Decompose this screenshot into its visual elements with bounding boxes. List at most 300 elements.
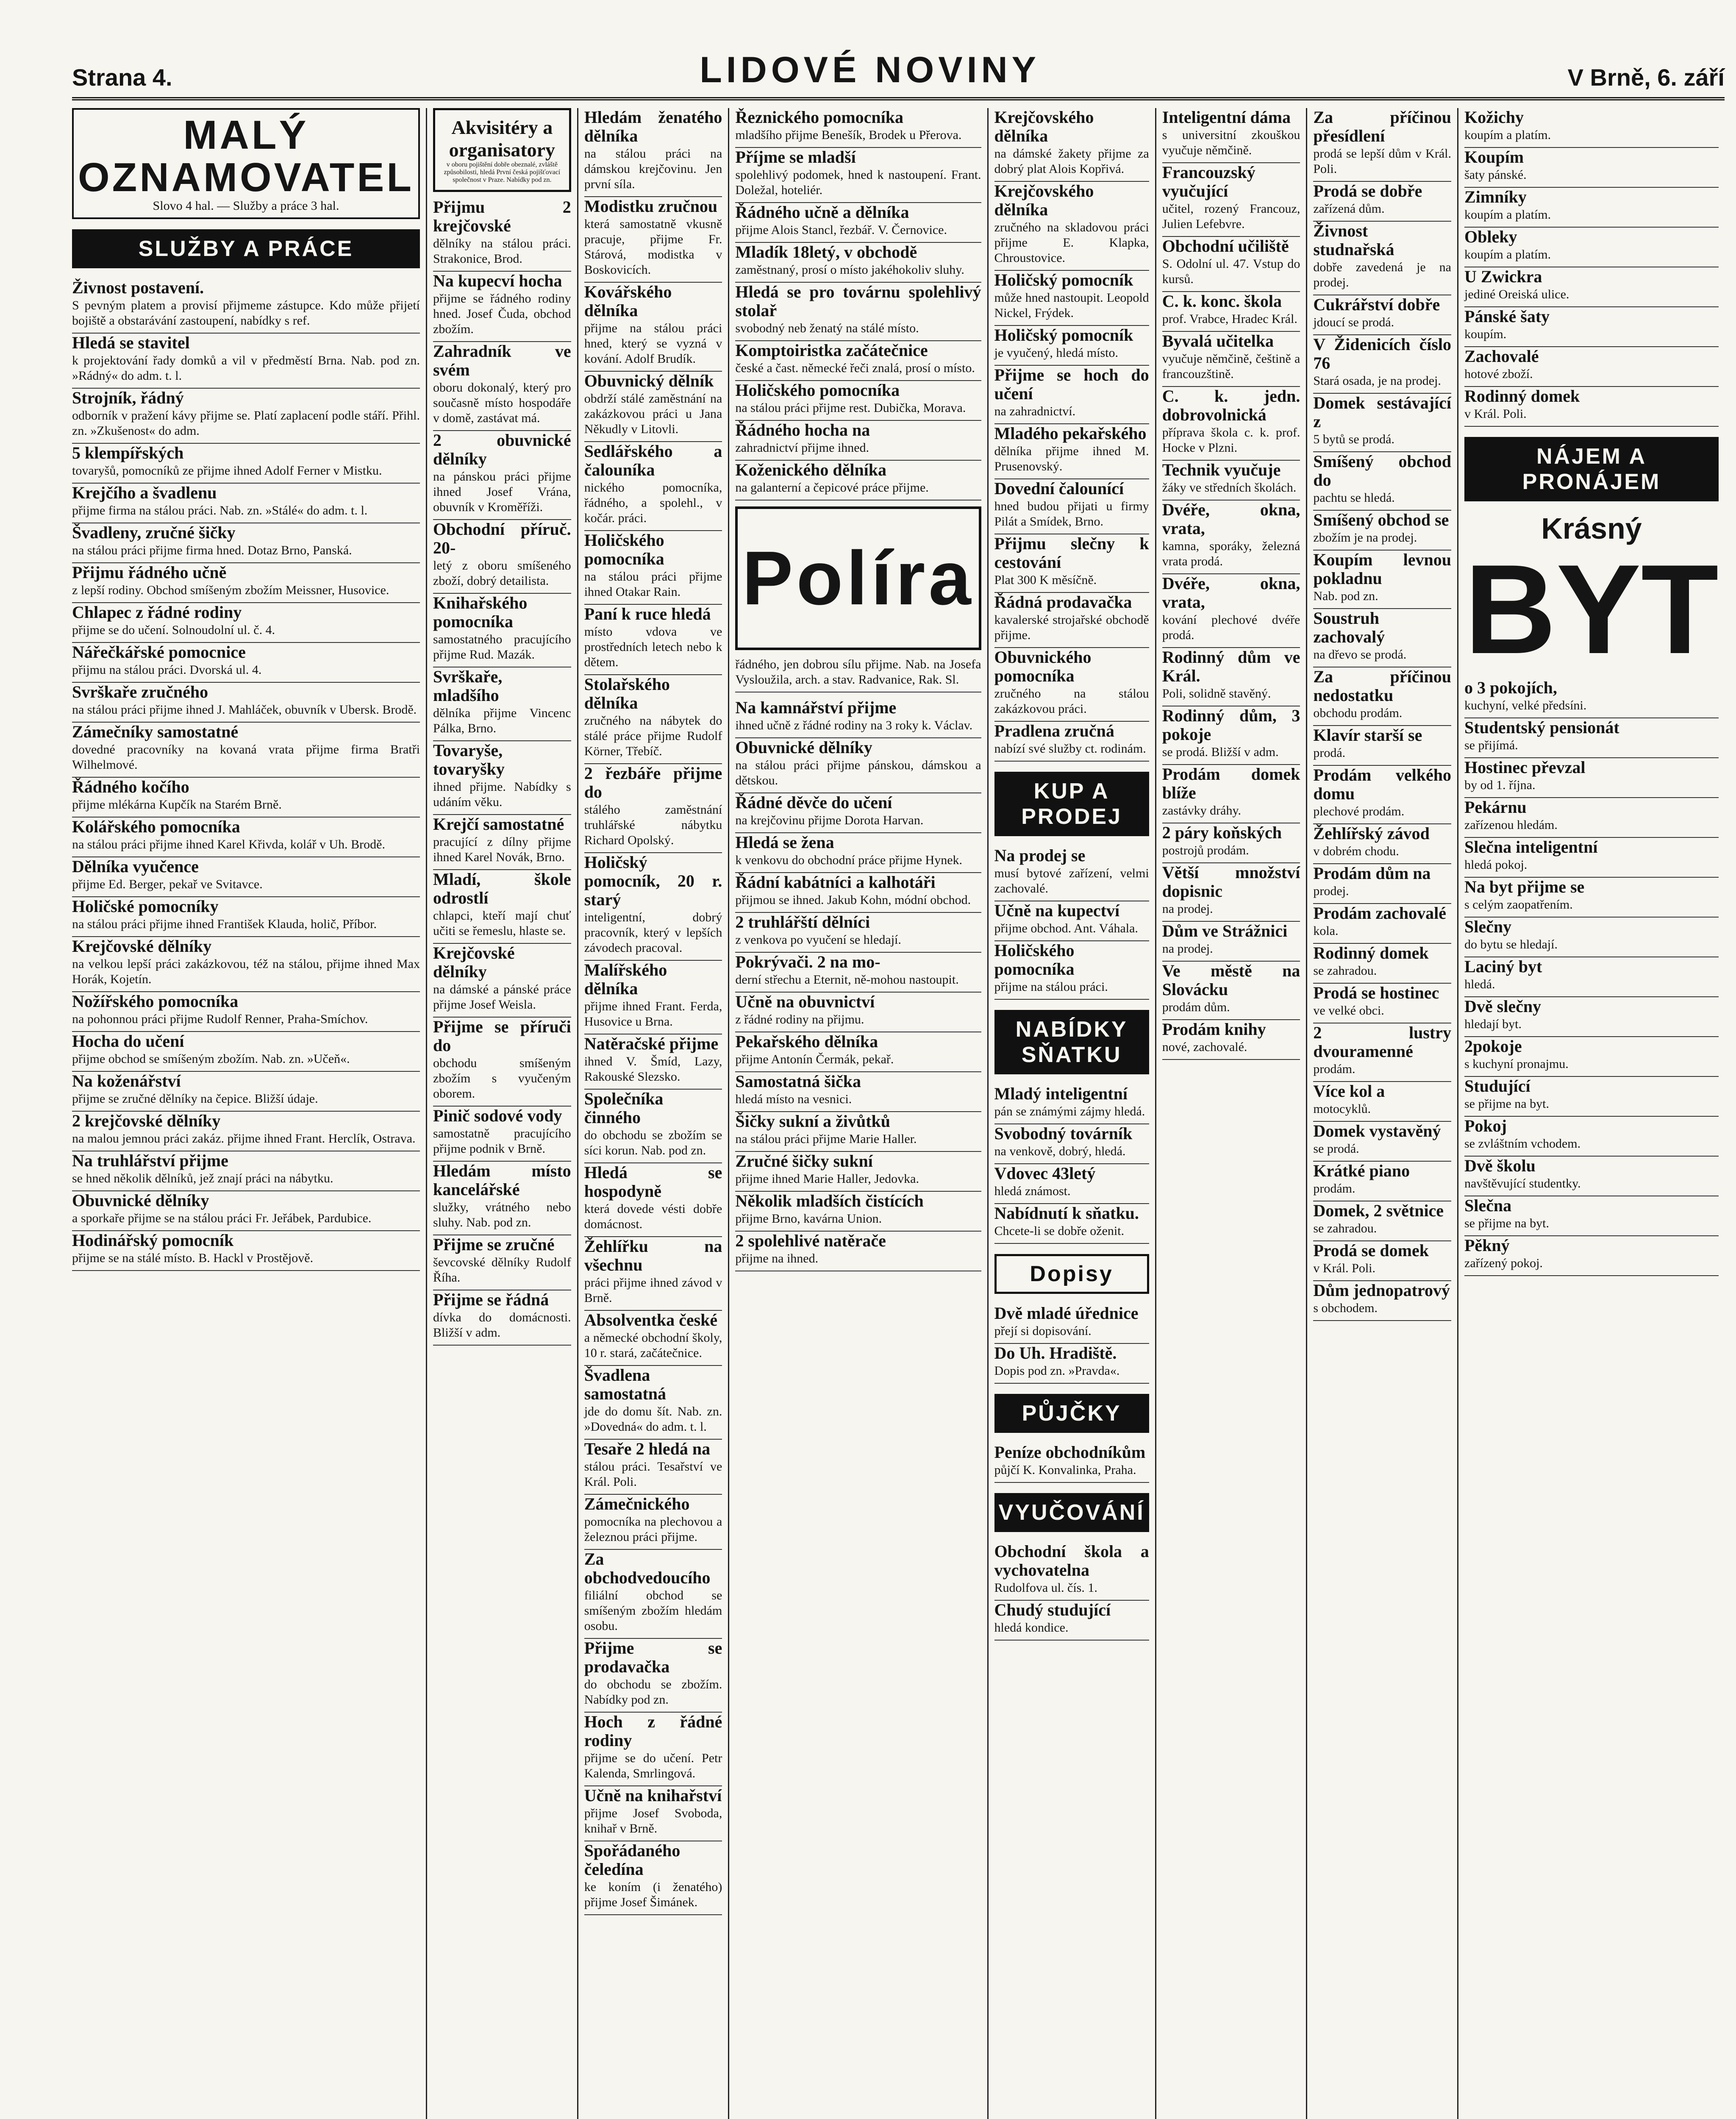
classified-ad — [584, 1713, 722, 1786]
classified-ad — [584, 1237, 722, 1311]
classified-ad — [584, 372, 722, 442]
classified-ad — [1313, 766, 1451, 824]
ad-text: jdoucí se prodá. — [1313, 315, 1394, 329]
ad-heading: Pinič sodové vody — [433, 1106, 562, 1125]
ad-text: letý z oboru smíšeného zboží, dobrý detailista. — [433, 559, 571, 588]
ad-heading: Švadleny, zručné šičky — [72, 523, 236, 542]
ad-text: na zahradnictví. — [994, 404, 1076, 418]
classified-ad — [1162, 765, 1300, 823]
ad-heading: Holičského pomocníka — [994, 941, 1075, 979]
ad-text: přijme mlékárna Kupčík na Starém Brně. — [72, 798, 282, 812]
classified-ad — [1464, 1037, 1719, 1077]
classified-ad — [1313, 394, 1451, 452]
ad-text: přijme obchod. Ant. Váhala. — [994, 921, 1138, 935]
ad-heading: Domek, 2 světnice — [1313, 1201, 1444, 1220]
ad-text: vyučuje němčině, češtině a francouzštině. — [1162, 352, 1300, 381]
ad-heading: Rodinný dům, 3 pokoje — [1162, 706, 1300, 744]
column-8 — [1457, 108, 1725, 2119]
ad-text: ihned V. Šmíd, Lazy, Rakouské Slezsko. — [584, 1054, 722, 1084]
ad-text: na malou jemnou práci zakáz. přijme ihned Frant. Herclík, Ostrava. — [72, 1132, 416, 1146]
ad-text: Stará osada, je na prodej. — [1313, 374, 1441, 388]
classified-ad — [72, 563, 420, 603]
classified-ad — [1162, 461, 1300, 501]
ad-text: se prodá. — [1313, 1142, 1359, 1156]
ad-text: s celým zaopatřením. — [1464, 898, 1573, 912]
ad-text: na galanterní a čepicové práce přijme. — [735, 481, 929, 495]
classified-ad — [433, 667, 571, 741]
ad-text: přijme obchod se smíšeným zbožím. Nab. zn. »Učeň«. — [72, 1052, 350, 1066]
ad-list — [994, 1443, 1149, 1483]
classified-ad — [735, 283, 981, 341]
ad-heading: U Zwickra — [1464, 267, 1542, 286]
ad-text: obdrží stálé zaměstnání na zakázkovou práci u Jana Někudly v Litovli. — [584, 392, 722, 436]
classified-ad — [1464, 957, 1719, 997]
classified-ad — [1464, 148, 1719, 188]
ad-heading: Společníka činného — [584, 1089, 664, 1127]
ad-text: dělníka přijme Vincenc Pálka, Brno. — [433, 706, 571, 735]
polira-word: Políra — [742, 536, 975, 621]
classified-ad — [1162, 574, 1300, 648]
classified-ad — [433, 520, 571, 594]
ad-heading: Mladík 18letý, v obchodě — [735, 242, 917, 261]
classified-ad — [1464, 267, 1719, 307]
ad-heading: Hodinářský pomocník — [72, 1231, 234, 1250]
ad-list — [584, 108, 722, 1915]
ad-list — [1464, 679, 1719, 1276]
ad-heading: Vdovec 43letý — [994, 1164, 1096, 1183]
ad-text: přijme na stálou práci. — [994, 980, 1108, 994]
ad-heading: Přijmu 2 krejčovské — [433, 197, 571, 235]
ad-heading: Řádní kabátníci a kalhotáři — [735, 873, 936, 892]
ad-heading: Prodám velkého domu — [1313, 765, 1451, 803]
classified-ad — [584, 531, 722, 605]
ad-text: kamna, sporáky, železná vrata prodá. — [1162, 539, 1300, 568]
ad-text: je vyučený, hledá místo. — [994, 346, 1118, 360]
ad-heading: Zimníky — [1464, 187, 1527, 206]
classified-ad — [735, 738, 981, 793]
ad-text: učitel, rozený Francouz, Julien Lefebvre. — [1162, 202, 1300, 231]
ad-heading: Na prodej se — [994, 846, 1086, 865]
ad-list — [1162, 108, 1300, 1060]
classified-ad — [994, 1443, 1149, 1483]
byt-adjective: Krásný — [1541, 512, 1642, 545]
ad-heading: 2 obuvnické dělníky — [433, 431, 571, 468]
classified-ad — [433, 870, 571, 944]
ad-text: obchodu prodám. — [1313, 706, 1403, 720]
ad-text: oboru dokonalý, který pro současně místo hospodáře v domě, zastávat má. — [433, 381, 571, 425]
ad-heading: Domek sestávající z — [1313, 393, 1451, 431]
ad-heading: Krejčovské dělníky — [433, 943, 515, 981]
ad-text: kavalerské strojařské obchodě přijme. — [994, 613, 1149, 642]
classified-ad — [1313, 1201, 1451, 1241]
ad-heading: Živnost studnařská — [1313, 221, 1394, 259]
classified-ad — [735, 913, 981, 953]
ad-heading: 2pokoje — [1464, 1037, 1522, 1056]
classified-ad — [584, 1841, 722, 1915]
ad-text: Poli, solidně stavěný. — [1162, 687, 1271, 701]
ad-heading: Na truhlářství přijme — [72, 1151, 228, 1170]
classified-ad — [1313, 222, 1451, 295]
ad-text: na prodej. — [1162, 942, 1213, 956]
akvisitery-box-ad — [433, 108, 571, 192]
classified-ad — [584, 1495, 722, 1550]
ad-text: české a čast. německé řeči znalá, prosí o místo. — [735, 361, 975, 375]
ad-heading: 2 páry koňských — [1162, 823, 1282, 842]
classified-columns — [72, 108, 1725, 2119]
ad-text: kuchyní, velké předsíni. — [1464, 698, 1587, 712]
classified-ad — [72, 778, 420, 818]
classified-ad — [584, 1311, 722, 1366]
ad-heading: Rodinný dům ve Král. — [1162, 648, 1300, 685]
classified-ad — [1162, 237, 1300, 292]
ad-heading: Přijmu slečny k cestování — [994, 534, 1149, 572]
ad-heading: Pradlena zručná — [994, 721, 1114, 740]
ad-text: v dobrém chodu. — [1313, 844, 1399, 858]
classified-ad — [433, 431, 571, 520]
ad-heading: C. k. jedn. dobrovolnická — [1162, 387, 1300, 424]
ad-text: samostatně pracujícího přijme podnik v Brně. — [433, 1126, 571, 1156]
ad-heading: Hledá se stavitel — [72, 333, 190, 352]
ad-text: tovaryšů, pomocníků ze přijme ihned Adolf Ferner v Mistku. — [72, 464, 382, 478]
classified-ad — [1464, 228, 1719, 267]
ad-heading: Prodám domek blíže — [1162, 765, 1300, 802]
classified-ad — [994, 1344, 1149, 1384]
ad-heading: Žehlířku na všechnu — [584, 1237, 722, 1274]
ad-text: prodá. — [1313, 746, 1346, 760]
classified-ad — [1162, 108, 1300, 163]
column-3 — [577, 108, 728, 2119]
ad-text: hledá pokoj. — [1464, 858, 1528, 872]
ad-text: přijme na stálou práci hned, který se vyzná v kování. Adolf Brudík. — [584, 321, 722, 366]
classified-ad — [1313, 108, 1451, 182]
ad-list — [994, 1542, 1149, 1641]
classified-ad — [994, 479, 1149, 534]
ad-text: se prodá. Bližší v adm. — [1162, 745, 1279, 759]
ad-text: na stálou práci přijme ihned Karel Křivda, kolář v Uh. Brodě. — [72, 837, 385, 851]
ad-text: koupím a platím. — [1464, 208, 1551, 222]
ad-text: práci přijme ihned závod v Brně. — [584, 1276, 722, 1305]
ad-heading: Studující — [1464, 1076, 1530, 1096]
classified-ad — [1464, 1196, 1719, 1236]
classified-ad — [1162, 922, 1300, 962]
ad-heading: Učně na knihařství — [584, 1786, 722, 1805]
ad-heading: Řádného učně a dělníka — [735, 203, 909, 222]
classified-ad — [433, 1162, 571, 1235]
ad-text: nabízí své služby ct. rodinám. — [994, 742, 1146, 756]
classified-ad — [1313, 1122, 1451, 1162]
ad-text: přijme Alois Stancl, řezbář. V. Černovice. — [735, 223, 947, 237]
ad-heading: Hledá se pro továrnu spolehlivý stolař — [735, 282, 981, 320]
ad-heading: 2 lustry dvouramenné — [1313, 1023, 1451, 1061]
ad-heading: Na koženářství — [72, 1071, 181, 1090]
classified-ad — [1313, 335, 1451, 394]
ad-heading: Dvéře, okna, vrata, — [1162, 574, 1300, 612]
ad-list — [994, 108, 1149, 762]
ad-heading: Pokoj — [1464, 1116, 1507, 1135]
classified-ad — [994, 1601, 1149, 1641]
masthead-prices: Slovo 4 hal. — Služby a práce 3 hal. — [153, 199, 339, 213]
ad-text: přijme se do učení. Petr Kalenda, Smrlingová. — [584, 1751, 722, 1780]
ad-heading: Živnost postavení. — [72, 278, 204, 297]
ad-text: koupím. — [1464, 327, 1507, 341]
ad-heading: Mladého pekařského — [994, 424, 1147, 443]
ad-heading: Řádného hocha na — [735, 420, 870, 439]
ad-heading: Koženického dělníka — [735, 460, 887, 479]
classified-ad — [735, 1112, 981, 1152]
ad-text: chlapci, kteří mají chuť učiti se řemeslu, hlaste se. — [433, 909, 571, 938]
ad-text: přijme Ed. Berger, pekař ve Svitavce. — [72, 877, 263, 891]
ad-text: mladšího přijme Benešík, Brodek u Přerova. — [735, 128, 962, 142]
ad-heading: Obchodní příruč. 20- — [433, 520, 571, 557]
ad-heading: Obleky — [1464, 227, 1517, 246]
ad-heading: Natěračské přijme — [584, 1034, 719, 1053]
ad-text: zručného na skladovou práci přijme E. Klapka, Chroustovice. — [994, 220, 1149, 265]
column-7 — [1306, 108, 1457, 2119]
ad-text: na stálou práci přijme Marie Haller. — [735, 1132, 917, 1146]
classified-ad — [1313, 511, 1451, 551]
ad-heading: Více kol a — [1313, 1082, 1385, 1101]
byt-display-ad — [1464, 512, 1719, 680]
classified-ad — [735, 698, 981, 738]
ad-heading: Mladí, škole odrostlí — [433, 870, 571, 907]
ad-text: přijme firma na stálou práci. Nab. zn. »Stálé« do adm. t. l. — [72, 503, 368, 517]
ad-heading: Řádného kočího — [72, 777, 189, 796]
classified-ad — [1464, 878, 1719, 918]
ad-text: s obchodem. — [1313, 1301, 1378, 1315]
ad-text: plechové prodám. — [1313, 804, 1405, 818]
ad-text: s kuchyní pronajmu. — [1464, 1057, 1569, 1071]
ad-text: na dámské a pánské práce přijme Josef Weisla. — [433, 982, 571, 1012]
ad-text: z venkova po vyučení se hledají. — [735, 933, 901, 947]
ad-heading: Tesaře 2 hledá na — [584, 1439, 711, 1458]
classified-ad — [72, 334, 420, 389]
ad-heading: Zámečnického — [584, 1494, 690, 1513]
ad-text: s universitní zkouškou vyučuje němčině. — [1162, 128, 1300, 157]
classified-ad — [1464, 798, 1719, 838]
ad-heading: Pekařského dělníka — [735, 1032, 878, 1051]
ad-text: služky, vrátného nebo sluhy. Nab. pod zn. — [433, 1200, 571, 1229]
ad-text: ševcovské dělníky Rudolf Říha. — [433, 1255, 571, 1285]
ad-heading: Krejčí samostatné — [433, 815, 564, 834]
ad-text: postrojů prodám. — [1162, 843, 1249, 857]
ad-heading: Pánské šaty — [1464, 307, 1550, 326]
ad-heading: Zručné šičky sukní — [735, 1151, 873, 1171]
classified-ad — [735, 461, 981, 501]
ad-heading: Chlapec z řádné rodiny — [72, 603, 242, 622]
ad-heading: Hledám ženatého dělníka — [584, 108, 722, 145]
ad-heading: Pokrývači. 2 na mo- — [735, 952, 880, 971]
ad-text: na prodej. — [1162, 902, 1213, 916]
ad-text: ke koním (i ženatého) přijme Josef Šimánek. — [584, 1880, 722, 1909]
ad-text: zahradnictví přijme ihned. — [735, 441, 869, 455]
classified-ad — [1464, 718, 1719, 758]
ad-heading: Žehlířský závod — [1313, 824, 1430, 843]
ad-text: hledá známost. — [994, 1184, 1071, 1198]
ad-text: přijme Brno, kavárna Union. — [735, 1212, 882, 1226]
ad-text: pán se známými zájmy hledá. — [994, 1104, 1145, 1118]
classified-ad — [994, 1542, 1149, 1601]
classified-ad — [735, 793, 981, 833]
ad-heading: Přijme se příruči do — [433, 1017, 571, 1055]
ad-text: zastávky dráhy. — [1162, 804, 1242, 818]
polira-ad-text — [735, 656, 981, 692]
ad-text: na dámské žakety přijme za dobrý plat Alois Kopřivá. — [994, 147, 1149, 176]
ad-text: koupím a platím. — [1464, 128, 1551, 142]
ad-heading: Francouzský vyučující — [1162, 163, 1255, 200]
ad-text: přijme se na stálé místo. B. Hackl v Prostějově. — [72, 1251, 314, 1265]
ad-text: přijme ihned Marie Haller, Jedovka. — [735, 1172, 919, 1186]
classified-ad — [72, 937, 420, 992]
ad-text: motocyklů. — [1313, 1102, 1371, 1116]
ad-list — [1464, 108, 1719, 427]
ad-heading: Řeznického pomocníka — [735, 108, 904, 127]
section-banner-kup-prodej: KUP A PRODEJ — [994, 772, 1149, 836]
ad-text: odborník v pražení kávy přijme se. Platí zaplacení podle stáří. Přihl. zn. »Zkušenost« do adm. — [72, 409, 420, 438]
classified-ad — [433, 815, 571, 870]
section-banner-vyucovani: VYUČOVÁNÍ — [994, 1493, 1149, 1532]
ad-text: z řádné rodiny na přijmu. — [735, 1012, 864, 1026]
ad-text: zařízená dům. — [1313, 202, 1385, 216]
classified-ad — [433, 342, 571, 431]
classified-ad — [584, 605, 722, 675]
ad-heading: Spořádaného čeledína — [584, 1841, 681, 1879]
classified-ad — [994, 941, 1149, 1000]
place-date: V Brně, 6. září — [1567, 64, 1725, 91]
ad-heading: Stolařského dělníka — [584, 675, 670, 712]
classified-ad — [1313, 667, 1451, 726]
ad-text: derní střechu a Eternit, ně-mohou nastoupit. — [735, 973, 959, 987]
ad-heading: Holičský pomocník — [994, 325, 1133, 345]
classified-ad — [1162, 387, 1300, 461]
ad-heading: Dvě školu — [1464, 1156, 1536, 1175]
classified-ad — [994, 1164, 1149, 1204]
ad-text: stálou práci. Tesařství ve Král. Poli. — [584, 1460, 722, 1489]
ad-text: na pánskou práci přijme ihned Josef Vrána, obuvník v Kroměříži. — [433, 470, 571, 514]
classified-ad — [735, 993, 981, 1032]
ad-text: jediné Oreiská ulice. — [1464, 287, 1569, 301]
ad-text: přijmou se ihned. Jakub Kohn, módní obchod. — [735, 893, 971, 907]
ad-heading: Slečny — [1464, 917, 1512, 936]
classified-ad — [72, 643, 420, 683]
classified-ad — [735, 1032, 981, 1072]
classified-ad — [994, 1124, 1149, 1164]
ad-heading: Samostatná šička — [735, 1072, 861, 1091]
ad-heading: Hocha do učení — [72, 1032, 184, 1051]
ad-heading: Tovaryše, tovaryšky — [433, 741, 505, 779]
ad-heading: Technik vyučuje — [1162, 460, 1281, 479]
column-5 — [987, 108, 1155, 2119]
classified-ad — [994, 648, 1149, 722]
ad-heading: Koupím — [1464, 147, 1524, 167]
column-6 — [1155, 108, 1306, 2119]
ad-text: nického pomocníka, řádného, a spolehl., v kočár. práci. — [584, 481, 722, 525]
ad-list — [994, 846, 1149, 1000]
classified-ad — [584, 1786, 722, 1841]
classified-ad — [1313, 551, 1451, 609]
section-banner-pujcky: PŮJČKY — [994, 1394, 1149, 1433]
ad-text: se zahradou. — [1313, 964, 1377, 978]
ad-text: dobře zavedená je na prodej. — [1313, 260, 1451, 289]
ad-heading: Modistku zručnou — [584, 197, 718, 216]
ad-heading: Svobodný továrník — [994, 1124, 1133, 1143]
ad-heading: Prodám dům na — [1313, 864, 1431, 883]
ad-text: přijme ihned Frant. Ferda, Husovice u Brna. — [584, 999, 722, 1029]
ad-text: půjčí K. Konvalinka, Praha. — [994, 1463, 1136, 1477]
ad-text: zařízenou hledám. — [1464, 818, 1558, 832]
classified-ad — [735, 873, 981, 913]
ad-heading: Sedlářského a čalouníka — [584, 442, 722, 479]
classified-ad — [1464, 188, 1719, 228]
classified-ad — [1464, 387, 1719, 427]
ad-text: může hned nastoupit. Leopold Nickel, Frýdek. — [994, 291, 1149, 320]
ad-text: do obchodu se zbožím se síci korun. Nab. pod zn. — [584, 1128, 722, 1157]
classified-ad — [72, 389, 420, 444]
classified-ad — [1313, 609, 1451, 667]
classified-ad — [735, 1072, 981, 1112]
ad-list — [72, 278, 420, 1271]
ad-text: se přijme na byt. — [1464, 1097, 1549, 1111]
ad-heading: Dvě slečny — [1464, 997, 1542, 1016]
ad-text: Plat 300 K měsíčně. — [994, 573, 1097, 587]
classified-ad — [72, 992, 420, 1032]
classified-ad — [735, 1232, 981, 1271]
ad-text: hledá. — [1464, 977, 1495, 991]
newspaper-page — [72, 40, 1725, 2119]
ad-text: přijme se zručné dělníky na čepice. Bližší údaje. — [72, 1092, 318, 1106]
ad-text: jde do domu šít. Nab. zn. »Dovedná« do adm. t. l. — [584, 1404, 722, 1434]
newspaper-title: LIDOVÉ NOVINY — [700, 50, 1040, 90]
ad-heading: Do Uh. Hradiště. — [994, 1343, 1117, 1363]
ad-heading: Švadlena samostatná — [584, 1365, 667, 1403]
classified-ad — [1162, 863, 1300, 922]
ad-heading: Hledá se hospodyně — [584, 1163, 722, 1201]
classified-ad — [433, 944, 571, 1018]
classified-ad — [735, 203, 981, 243]
ad-heading: Holičského pomocníka — [735, 381, 900, 400]
ad-heading: o 3 pokojích, — [1464, 678, 1557, 697]
ad-text: stálého zaměstnání truhlářské nábytku Richard Opolský. — [584, 803, 722, 847]
classified-ad — [72, 1231, 420, 1271]
ad-text: přijme se do učení. Solnoudolní ul. č. 4. — [72, 623, 275, 637]
classified-ad — [735, 1152, 981, 1192]
classified-ad — [433, 1018, 571, 1107]
ad-heading: 2 řezbáře přijme do — [584, 764, 722, 801]
ad-text: na stálou práci přijme ihned Otakar Rain. — [584, 570, 722, 599]
polira-display-ad — [735, 506, 981, 650]
ad-heading: Obuvnický dělník — [584, 371, 714, 390]
ad-heading: Mladý inteligentní — [994, 1084, 1128, 1103]
classified-ad — [1464, 997, 1719, 1037]
ad-heading: Na kamnářství přijme — [735, 698, 897, 717]
ad-text: v Král. Poli. — [1464, 407, 1527, 421]
ad-heading: Ve městě na Slovácku — [1162, 961, 1300, 999]
maly-oznamovatel-masthead — [72, 108, 420, 219]
box-ad-heading: Akvisitéry a organisatory — [449, 117, 556, 161]
classified-ad — [994, 722, 1149, 762]
ad-list — [433, 198, 571, 1346]
ad-heading: Svrškaře, mladšího — [433, 667, 503, 705]
ad-text: S pevným platem a provisí přijmeme zástupce. Kdo může přijetí bojiště a obstarávání zastoupení, nabídky s ref. — [72, 298, 420, 328]
ad-heading: Dovední čalounící — [994, 479, 1124, 498]
ad-heading: Holičské pomocníky — [72, 897, 219, 916]
classified-ad — [1162, 501, 1300, 574]
classified-ad — [1464, 758, 1719, 798]
ad-heading: Na kupecví hocha — [433, 271, 562, 290]
ad-heading: Obuvnické dělníky — [72, 1191, 209, 1210]
classified-ad — [1162, 163, 1300, 237]
classified-ad — [994, 1085, 1149, 1124]
ad-text: zručného na nábytek do stálé práce přijme Rudolf Körner, Třebíč. — [584, 714, 722, 758]
